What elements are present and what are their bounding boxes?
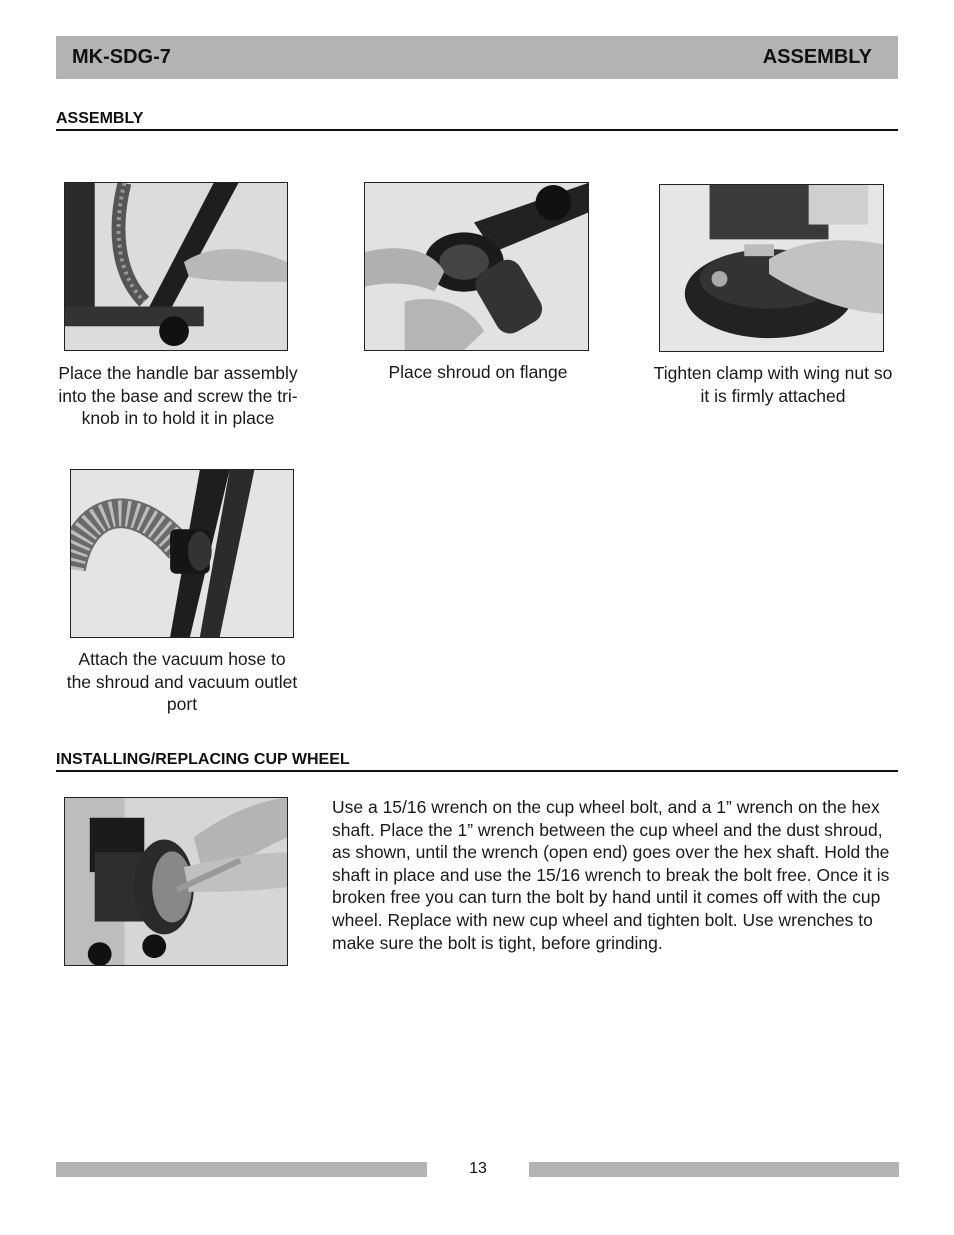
cup-wheel-instructions: Use a 15/16 wrench on the cup wheel bolt, and a 1” wrench on the hex shaft. Place the 1” wrench between the cup wheel and the dust shroud, as shown, until the wrench (open end) goes over the hex shaft. Hold the shaft in place and use the 15/16 wrench to break the bolt free. Once it is broken free you can turn the bolt by hand until it comes off with the cup wheel. Replace with new cup wheel and tighten bolt. Use wrenches to make sure the bolt is tight, before grinding. [332, 797, 890, 953]
cup-wheel-section-title: INSTALLING/REPLACING CUP WHEEL [56, 751, 898, 772]
footer-bar-right [529, 1162, 899, 1177]
cup-wheel-photo [64, 797, 288, 966]
footer-bar-left [56, 1162, 427, 1177]
step-caption: Attach the vacuum hose to the shroud and vacuum outlet port [66, 649, 298, 715]
page-header [56, 36, 898, 79]
shroud-photo [364, 182, 589, 351]
model-name: MK-SDG-7 [72, 46, 171, 68]
header-section-title: ASSEMBLY [762, 46, 872, 68]
clamp-photo [659, 184, 884, 352]
handle-bar-photo [64, 182, 288, 351]
step-caption: Place shroud on flange [388, 362, 568, 382]
step-caption: Tighten clamp with wing nut so it is firmly attached [653, 363, 893, 406]
page-number: 13 [469, 1160, 487, 1177]
assembly-section-title: ASSEMBLY [56, 110, 898, 131]
vacuum-hose-photo [70, 469, 294, 638]
step-caption: Place the handle bar assembly into the base and screw the tri-knob in to hold it in place [58, 363, 298, 429]
